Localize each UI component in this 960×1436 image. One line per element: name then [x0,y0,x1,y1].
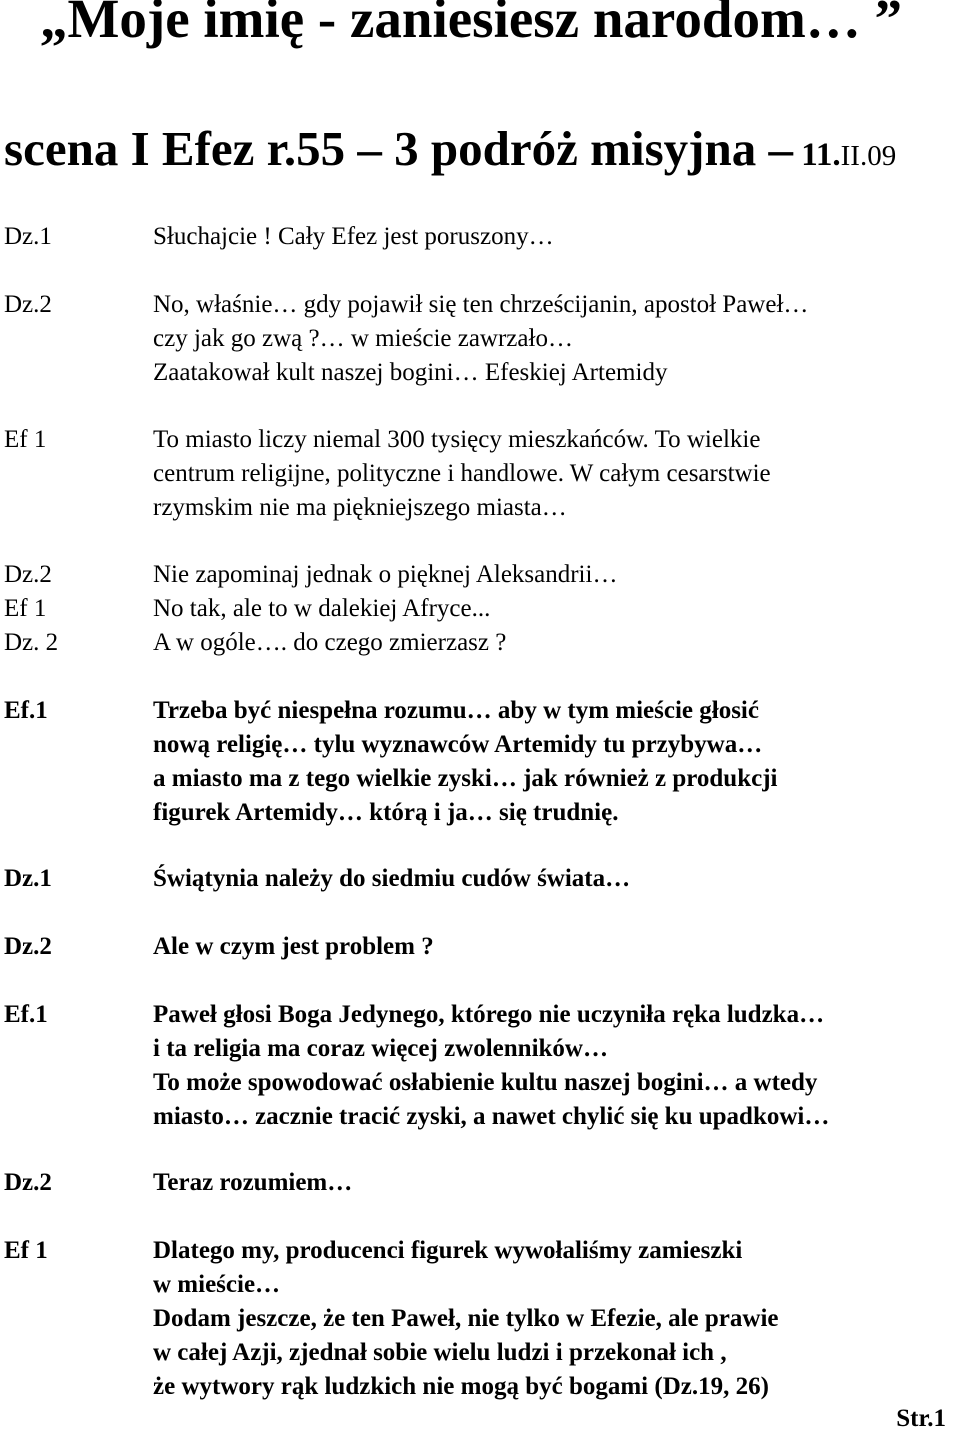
page-number: Str.1 [896,1405,946,1432]
speaker-label: Dz.1 [4,865,52,892]
dialogue-text [153,930,434,964]
dialogue-line: a miasto ma z tego wielkie zyski… jak również z produkcji [153,765,778,792]
dialogue-text [153,1166,352,1200]
speaker-label: Dz.2 [4,291,52,318]
dialogue-line: Dlatego my, producenci figurek wywołaliśmy zamieszki [153,1237,743,1264]
dialogue-line: i ta religia ma coraz więcej zwolenników… [153,1035,608,1062]
speaker-label: Ef.1 [4,697,48,724]
dialogue-text [153,998,829,1134]
dialogue-line: To miasto liczy niemal 300 tysięcy mieszkańców. To wielkie [153,426,761,453]
dialogue-line: Nie zapominaj jednak o pięknej Aleksandrii… [153,561,618,588]
dialogue-line: czy jak go zwą ?… w mieście zawrzało… [153,325,573,352]
dialogue-text [153,626,506,660]
speaker-label: Dz.2 [4,933,52,960]
speaker-label: Dz. 2 [4,629,59,656]
speaker-label: Dz.1 [4,223,52,250]
dialogue-line: że wytwory rąk ludzkich nie mogą być bogami (Dz.19, 26) [153,1373,769,1400]
scene-heading-main: scena I Efez r.55 – 3 podróż misyjna – [4,121,793,176]
dialogue-text [153,220,554,254]
dialogue-line: Świątynia należy do siedmiu cudów świata… [153,865,631,892]
speaker-label: Ef 1 [4,1237,48,1264]
dialogue-line: w mieście… [153,1271,281,1298]
speaker-label: Ef 1 [4,595,47,622]
speaker-label: Ef 1 [4,426,47,453]
dialogue-text [153,288,808,390]
speaker-label: Ef.1 [4,1001,48,1028]
dialogue-line: centrum religijne, polityczne i handlowe. W całym cesarstwie [153,460,771,487]
dialogue-text [153,592,490,626]
dialogue-line: Zaatakował kult naszej bogini… Efeskiej Artemidy [153,359,668,386]
dialogue-line: Ale w czym jest problem ? [153,933,434,960]
dialogue-line: Teraz rozumiem… [153,1169,353,1196]
dialogue-line: rzymskim nie ma piękniejszego miasta… [153,494,567,521]
dialogue-line: miasto… zacznie tracić zyski, a nawet chylić się ku upadkowi… [153,1103,830,1130]
dialogue-line: Paweł głosi Boga Jedynego, którego nie uczyniła ręka ludzka… [153,1001,825,1028]
dialogue-text [153,558,617,592]
dialogue-line: w całej Azji, zjednał sobie wielu ludzi i przekonał ich , [153,1339,727,1366]
dialogue-line: To może spowodować osłabienie kultu naszej bogini… a wtedy [153,1069,818,1096]
dialogue-line: No tak, ale to w dalekiej Afryce... [153,595,491,622]
scene-heading [4,120,896,179]
dialogue-text [153,423,771,525]
speaker-label: Dz.2 [4,561,52,588]
speaker-label: Dz.2 [4,1169,52,1196]
dialogue-text [153,1234,779,1404]
dialogue-line: Słuchajcie ! Cały Efez jest poruszony… [153,223,554,250]
dialogue-text [153,694,777,830]
scene-date-month: II.09 [840,140,897,172]
document-title: „Moje imię - zaniesiesz narodom… ” [40,0,903,49]
dialogue-line: Trzeba być niespełna rozumu… aby w tym mieście głosić [153,697,759,724]
dialogue-line: No, właśnie… gdy pojawił się ten chrześcijanin, apostoł Paweł… [153,291,809,318]
dialogue-line: figurek Artemidy… którą i ja… się trudnię. [153,799,619,826]
dialogue-line: A w ogóle…. do czego zmierzasz ? [153,629,507,656]
dialogue-line: Dodam jeszcze, że ten Paweł, nie tylko w Efezie, ale prawie [153,1305,779,1332]
dialogue-text [153,862,630,896]
scene-date-day: 11. [792,137,841,173]
dialogue-line: nową religię… tylu wyznawców Artemidy tu przybywa… [153,731,763,758]
